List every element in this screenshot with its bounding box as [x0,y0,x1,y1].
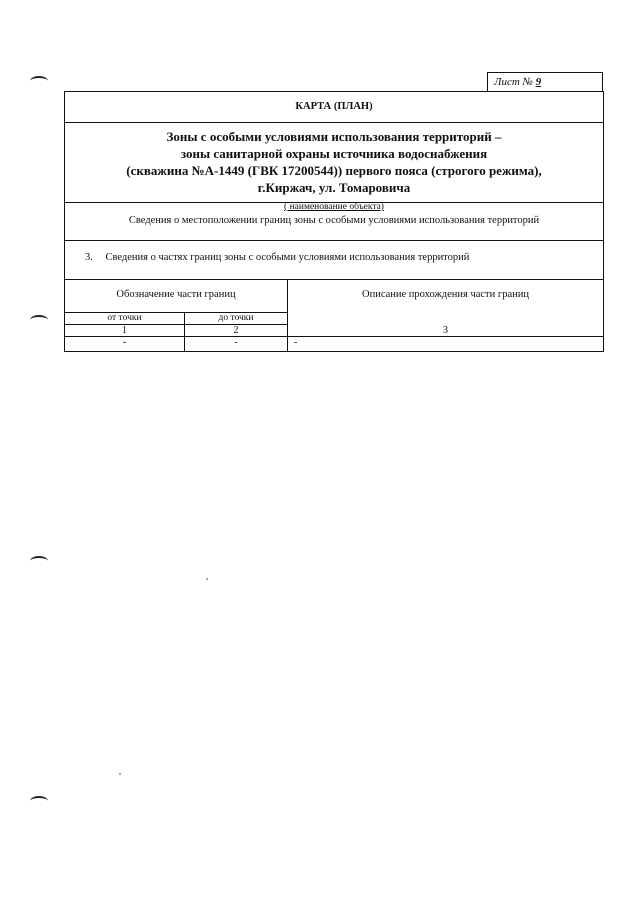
col-description-header: Описание прохождения части границ [288,280,603,337]
table-cell-description: - [294,337,298,348]
column-number-1: 1 [65,325,185,337]
object-line-2: зоны санитарной охраны источника водоснабжения [180,146,488,161]
info-row: Сведения о местоположении границ зоны с особыми условиями использования территорий [65,202,603,241]
table-cell-to: - [185,337,288,351]
punch-hole-mark [30,556,48,566]
object-caption: ( наименование объекта) [284,202,384,212]
page-title: КАРТА (ПЛАН) [65,92,603,123]
sheet-number-box [487,72,603,91]
scan-speck [206,578,208,580]
object-name-block [65,122,603,212]
sub-header-from: от точки [65,313,185,325]
form-frame [64,91,604,352]
sheet-label: Лист № [494,76,533,88]
object-line-3: (скважина №А-1449 (ГВК 17200544)) первого пояса (строгого режима), [126,163,542,178]
punch-hole-mark [30,315,48,325]
object-line-4: г.Киржач, ул. Томаровича [257,180,411,195]
object-line-1: Зоны с особыми условиями использования территорий – [166,129,502,144]
punch-hole-mark [30,796,48,806]
sheet-number: 9 [535,76,542,88]
scan-speck [119,773,121,775]
col-designation-header: Обозначение части границ [65,280,288,313]
section-number: 3. [85,252,93,263]
section-text: Сведения о частях границ зоны с особыми условиями использования территорий [105,252,470,263]
table-cell-from: - [65,337,185,351]
sub-header-to: до точки [185,313,288,325]
punch-hole-mark [30,76,48,86]
column-number-2: 2 [185,325,288,337]
column-number-3: 3 [288,325,603,337]
section-heading [65,240,603,280]
